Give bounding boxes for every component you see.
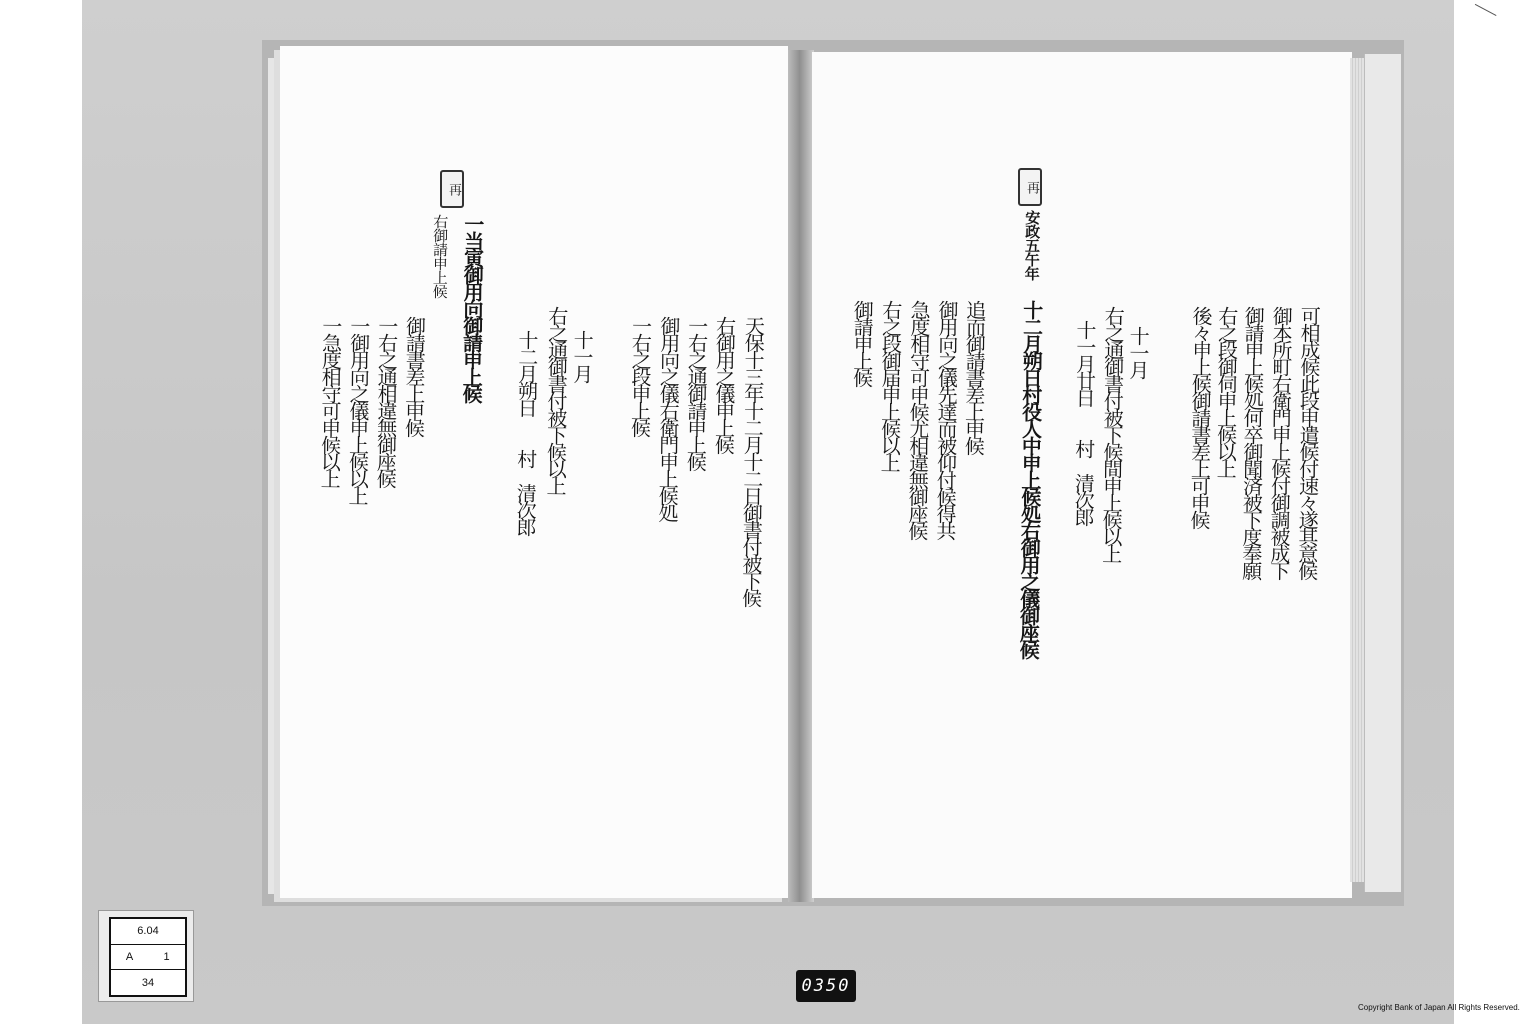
left-page-seal: 再 [440,170,464,208]
right-page-edges [1350,58,1364,882]
archive-label-code: 6.04 [137,925,159,938]
archive-label-card [98,910,194,1002]
archive-label-row-1 [111,919,185,945]
right-page-column-2: 御本所町右衛門申上候付御調被成下 [1266,305,1294,579]
archive-label-table [109,917,187,997]
left-page-column-9: 一当寅御用向御請申上候 [459,213,485,402]
right-page-column-7: 右之通御書付被下候間申上候以上 [1098,305,1126,562]
left-page-column-1: 天保十三年十二月十二日御書付被下候 [738,315,766,606]
right-page-column-14: 御請申上候 [849,299,875,386]
left-page-column-11: 一右之通相違無御座候 [373,315,399,487]
corner-mark [1475,0,1501,16]
copyright-notice: Copyright Bank of Japan All Rights Reserved. [1358,1003,1520,1012]
left-page-column-4: 御用向之儀右衛門申上候処 [654,315,682,521]
book-gutter [788,50,814,902]
right-page-column-13: 右之段御届申上候以上 [877,299,903,471]
left-page-column-13: 一急度相守可申候以上 [317,315,343,487]
left-page-column-7: 右之通御書付被下候以上 [543,305,569,494]
archive-label-row-2 [111,945,185,971]
left-page-column-5: 一右之段申上候 [627,315,653,436]
book-cover-edge [1364,54,1401,892]
right-page-column-8: 十一月廿日 村 清次郎 [1070,319,1098,525]
right-page-column-6: 十一月 [1125,325,1151,378]
archive-label-series: A [125,951,134,963]
right-page-column-4: 右之段御伺申上候以上 [1213,305,1239,477]
right-page-column-9: 十二月朔日村役人中申上候処右御用之儀御座候 [1016,299,1044,658]
right-page-side-note: 安政五午年 [1022,209,1042,281]
left-page-side-note: 右御請申上候 [430,213,450,299]
right-page-column-3: 御請申上候処何卒御聞済被下度奉願 [1238,305,1266,579]
archive-label-volume: 1 [163,951,170,963]
right-page-column-10: 追而御請書差上申候 [961,299,987,454]
right-page-column-1: 可相成候此段申遣候付速々遂其意候 [1294,305,1322,579]
right-page-seal: 再 [1018,168,1042,206]
right-page-column-12: 急度相守可申候尤相違無御座候 [904,299,932,539]
left-page-column-12: 一御用向之儀申上候以上 [345,315,371,504]
left-page-column-6: 十一月 [569,329,595,382]
left-page-column-8: 十二月朔日 村 清次郎 [512,329,540,535]
archive-label-item: 34 [141,976,155,989]
left-page-column-2: 右御用之儀申上候 [711,315,737,453]
left-page-column-10: 御請書差上申候 [401,315,427,436]
right-page-column-11: 御用向之儀先達而被仰付候得共 [932,299,960,539]
left-page-column-3: 一右之通御請申上候 [683,315,709,470]
archive-label-row-3 [111,970,185,995]
right-page-column-5: 後々申上候御請書差上可申候 [1186,305,1214,528]
frame-number: 0350 [796,970,856,1002]
